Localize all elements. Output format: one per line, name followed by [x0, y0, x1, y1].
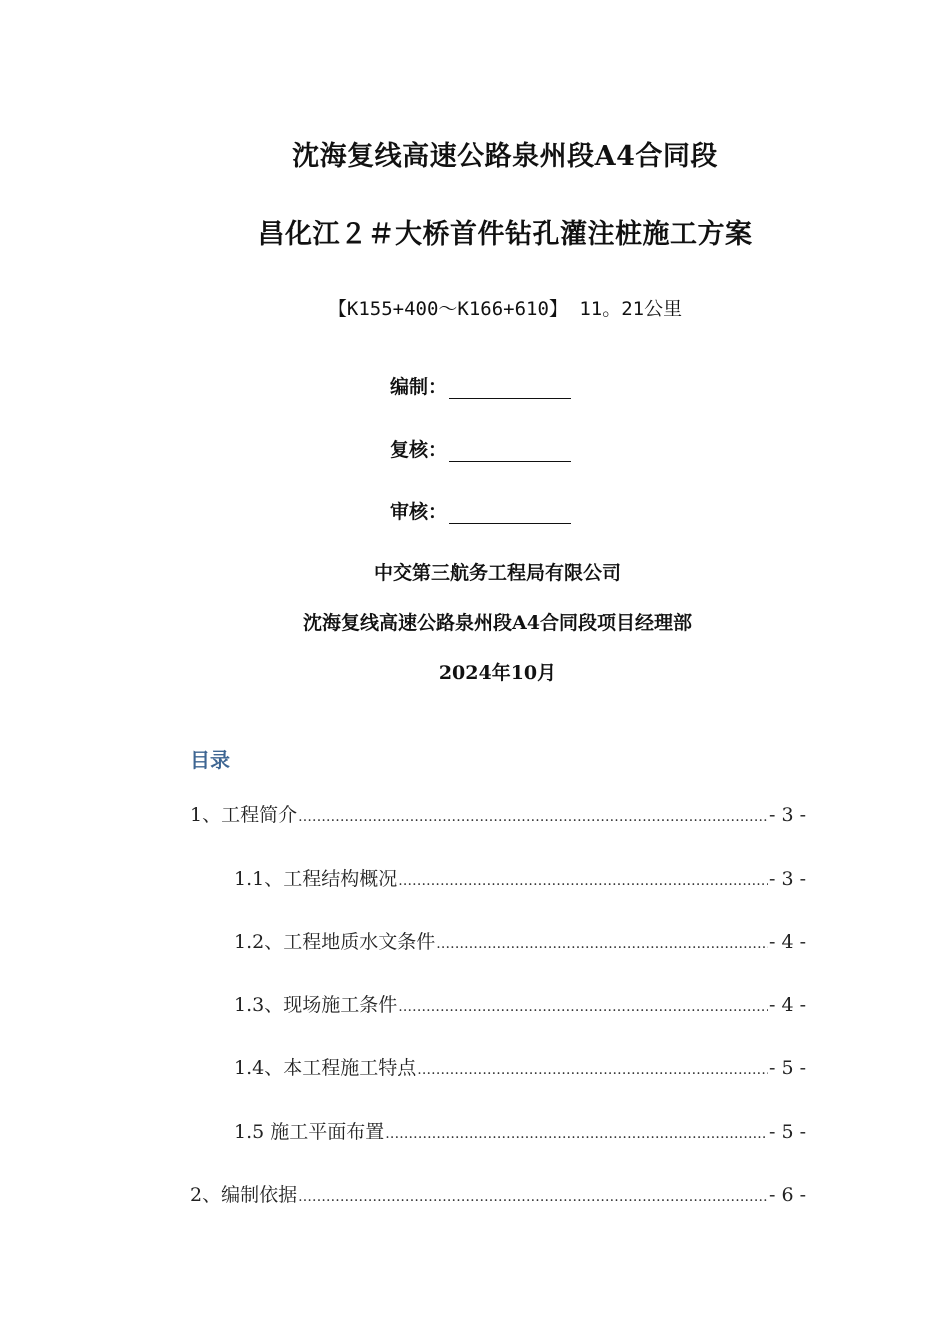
- toc-entry[interactable]: [234, 1117, 806, 1144]
- toc-leader-dots: [436, 936, 768, 952]
- toc-page-number: - 3 -: [768, 868, 806, 890]
- toc-page-number: - 4 -: [768, 994, 806, 1016]
- toc-heading: 目录: [190, 748, 230, 772]
- toc-entry-label: 2、编制依据: [190, 1184, 298, 1206]
- toc-leader-dots: [385, 1126, 768, 1142]
- signature-blank-line: [449, 505, 571, 524]
- toc-leader-dots: [398, 873, 768, 889]
- toc-page-number: - 4 -: [768, 931, 806, 953]
- signature-blank-line: [449, 443, 571, 462]
- toc-leader-dots: [398, 999, 768, 1015]
- toc-entry-label: 1.4、本工程施工特点: [234, 1057, 417, 1079]
- toc-page-number: - 5 -: [768, 1057, 806, 1079]
- toc-entry-label: 1.2、工程地质水文条件: [234, 931, 436, 953]
- toc-leader-dots: [298, 809, 768, 825]
- toc-leader-dots: [298, 1189, 768, 1205]
- signature-review-row: [390, 435, 571, 462]
- toc-page-number: - 6 -: [768, 1184, 806, 1206]
- toc-page-number: - 3 -: [768, 804, 806, 826]
- company-name: 中交第三航务工程局有限公司: [373, 562, 621, 584]
- toc-entry[interactable]: [234, 990, 806, 1017]
- signature-approve-row: [390, 497, 571, 524]
- toc-leader-dots: [417, 1062, 768, 1078]
- toc-entry-label: 1.3、现场施工条件: [234, 994, 398, 1016]
- toc-entry[interactable]: [190, 1180, 806, 1207]
- document-date: 2024年10月: [438, 662, 557, 684]
- mileage-range: 【K155+400～K166+610】 11。21公里: [327, 298, 683, 320]
- document-title-line1: 沈海复线高速公路泉州段A4合同段: [292, 141, 718, 172]
- toc-entry-label: 1、工程简介: [190, 804, 298, 826]
- toc-entry[interactable]: [234, 927, 806, 954]
- signature-compiled-row: [390, 372, 571, 399]
- signature-label: 审核：: [390, 501, 448, 523]
- toc-page-number: - 5 -: [768, 1121, 806, 1143]
- project-department: 沈海复线高速公路泉州段A4合同段项目经理部: [303, 612, 692, 634]
- toc-entry[interactable]: [234, 1053, 806, 1080]
- signature-label: 复核：: [390, 439, 448, 461]
- toc-entry[interactable]: [234, 864, 806, 891]
- toc-entry-label: 1.5 施工平面布置: [234, 1121, 385, 1143]
- signature-label: 编制：: [390, 376, 448, 398]
- document-title-line2: 昌化江２＃大桥首件钻孔灌注桩施工方案: [257, 219, 753, 250]
- toc-entry-label: 1.1、工程结构概况: [234, 868, 398, 890]
- toc-entry[interactable]: [190, 800, 806, 827]
- signature-blank-line: [449, 380, 571, 399]
